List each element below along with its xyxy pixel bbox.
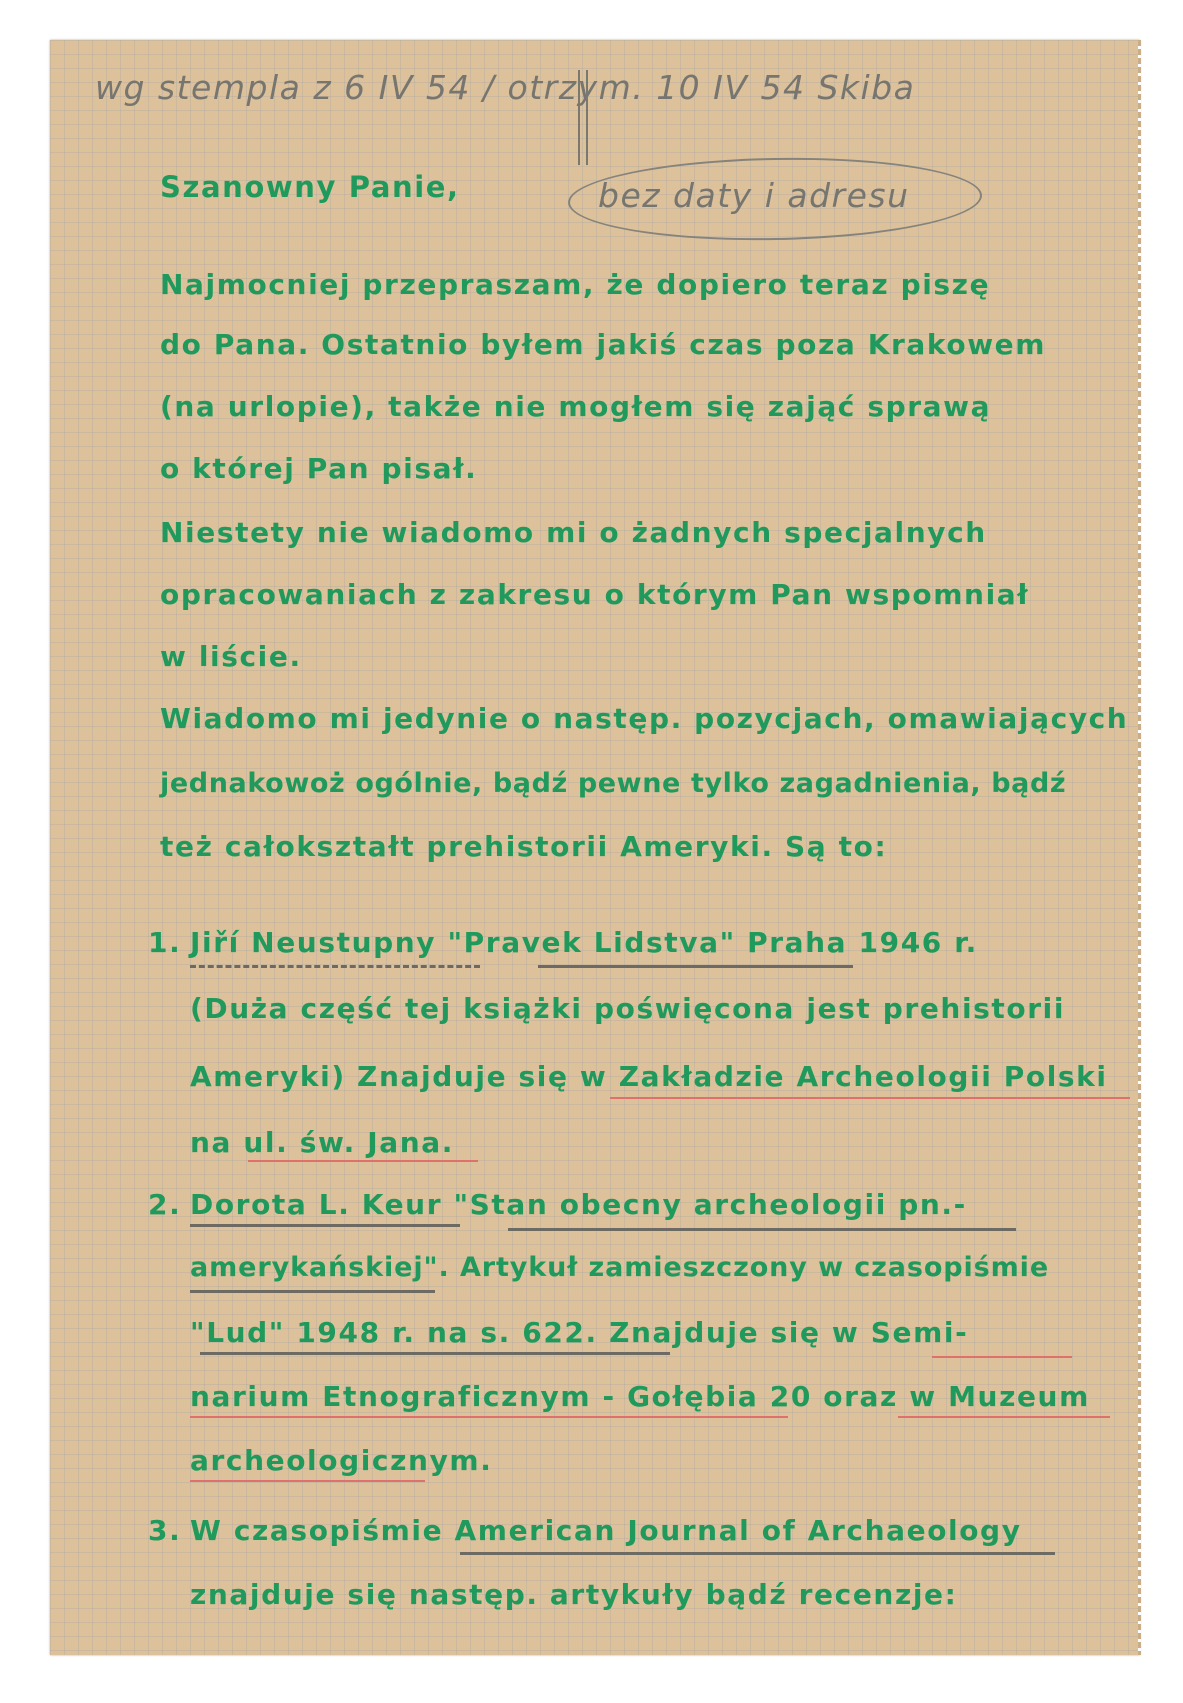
location-underline [932,1356,1072,1358]
author-underline [190,1224,460,1227]
title-underline [190,1290,435,1293]
list-item-line: Ameryki) Znajduje się w Zakładzie Archeologii Polski [190,1060,1108,1093]
paragraph-line: w liście. [160,640,302,673]
paragraph-line: Najmocniej przepraszam, że dopiero teraz piszę [160,268,991,301]
pencil-divider [586,70,588,165]
paragraph-line: jednakowoż ogólnie, bądź pewne tylko zagadnienia, bądź [160,768,1067,799]
list-item-line: na ul. św. Jana. [190,1126,454,1159]
paragraph-line: też całokształt prehistorii Ameryki. Są to: [160,830,888,863]
list-item-line: W czasopiśmie American Journal of Archaeology [190,1514,1022,1547]
list-item-line: amerykańskiej". Artykuł zamieszczony w czasopiśmie [190,1252,1050,1283]
journal-underline [460,1552,1055,1555]
title-underline [538,965,853,968]
paragraph-line: (na urlopie), także nie mogłem się zająć sprawą [160,390,992,423]
list-item-number: 3. [148,1514,182,1547]
title-underline [508,1228,1016,1231]
list-item-line: znajduje się następ. artykuły bądź recenzje: [190,1578,958,1611]
pencil-divider [578,70,580,165]
list-item-line: Dorota L. Keur "Stan obecny archeologii pn.- [190,1188,967,1221]
author-underline [190,965,480,968]
location-underline [190,1416,788,1418]
paragraph-line: Wiadomo mi jedynie o następ. pozycjach, omawiających [160,702,1129,735]
list-item-number: 2. [148,1188,182,1221]
list-item-line: archeologicznym. [190,1444,493,1477]
location-underline [610,1097,1130,1099]
journal-underline [200,1352,670,1355]
pencil-note: bez daty i adresu [598,176,910,215]
list-item-line: "Lud" 1948 r. na s. 622. Znajduje się w Semi- [190,1316,969,1349]
list-item-line: (Duża część tej książki poświęcona jest prehistorii [190,992,1066,1025]
salutation: Szanowny Panie, [160,170,460,204]
list-item-line: Jiří Neustupny "Pravek Lidstva" Praha 1946 r. [190,926,978,959]
paragraph-line: opracowaniach z zakresu o którym Pan wspomniał [160,578,1030,611]
pencil-header-note: wg stempla z 6 IV 54 / otrzym. 10 IV 54 Skiba [95,68,916,107]
list-item-line: narium Etnograficznym - Gołębia 20 oraz w Muzeum [190,1380,1090,1413]
location-underline [190,1480,425,1482]
paragraph-line: Niestety nie wiadomo mi o żadnych specjalnych [160,516,987,549]
location-underline [248,1160,478,1162]
paragraph-line: o której Pan pisał. [160,452,478,485]
list-item-number: 1. [148,926,182,959]
location-underline [898,1416,1110,1418]
paragraph-line: do Pana. Ostatnio byłem jakiś czas poza Krakowem [160,328,1047,361]
